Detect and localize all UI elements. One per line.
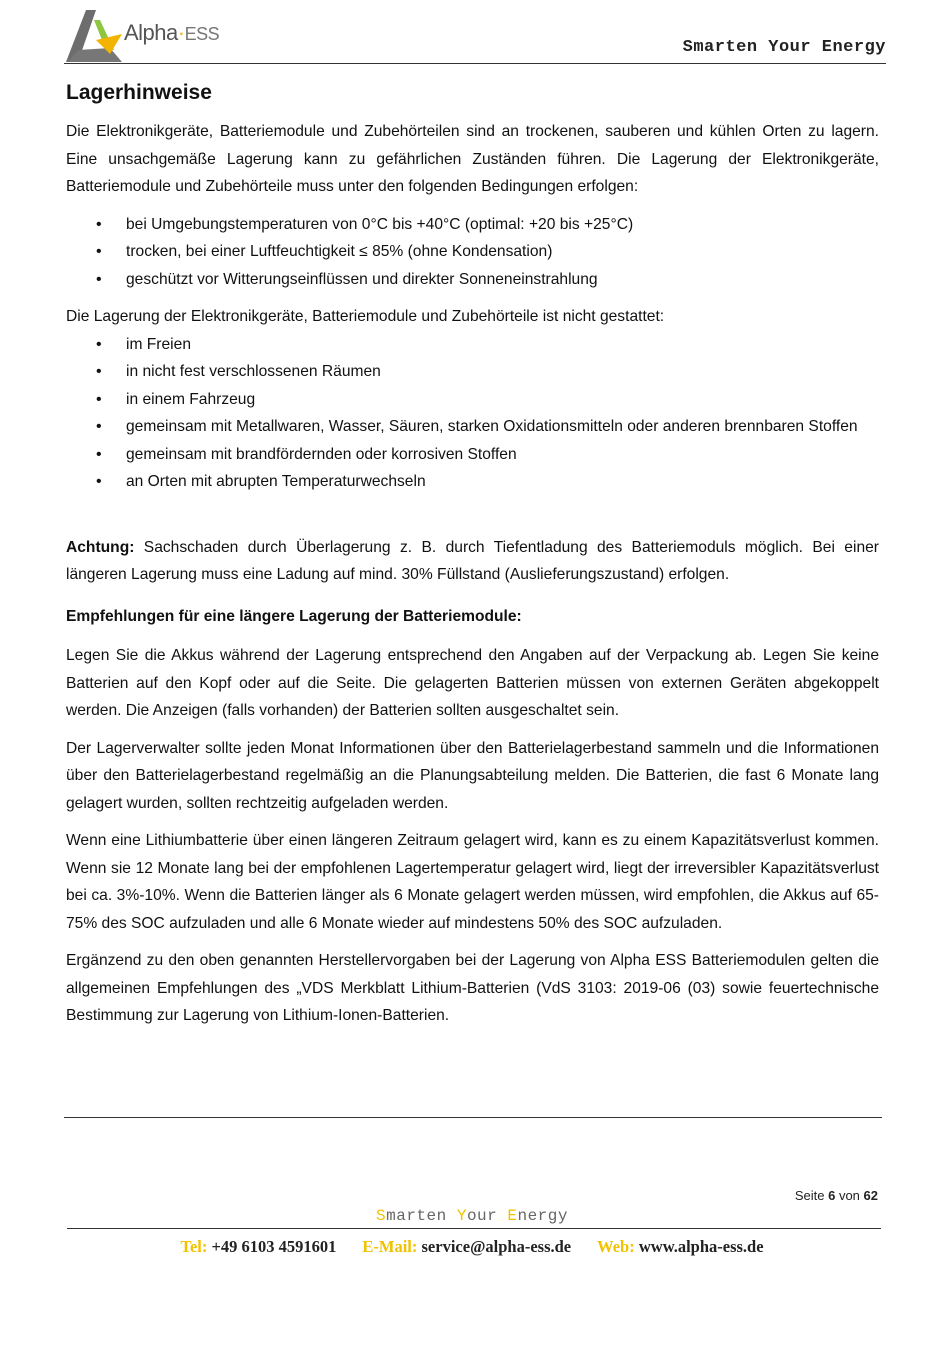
page-number: Seite 6 von 62 [794, 1188, 878, 1203]
header-divider [64, 63, 886, 64]
header-tagline: Smarten Your Energy [682, 38, 886, 57]
page-header [64, 8, 886, 64]
web-link[interactable]: www.alpha-ess.de [634, 1237, 764, 1256]
not-allowed-intro: Die Lagerung der Elektronikgeräte, Batteriemodule und Zubehörteile ist nicht gestattet: [66, 308, 665, 325]
paragraph: Ergänzend zu den oben genannten Herstellervorgaben bei der Lagerung von Alpha ESS Batteriemodulen gelten die allgemeinen Empfehlungen des „VDS Merkblatt Lithium-Batterien (VdS 3103: 2019-06 (03) sowie feuertechnische Bestimmung zur Lagerung von Lithium-Ionen-Batterien. [66, 952, 879, 1024]
paragraph: Legen Sie die Akkus während der Lagerung entsprechend den Angaben auf der Verpackung ab. Legen Sie keine Batterien auf den Kopf oder auf die Seite. Die gelagerten Batterien müssen von externen Geräten abgekoppelt werden. Die Anzeigen (falls vorhanden) der Batterien sollten ausgeschaltet sein. [66, 647, 879, 719]
alpha-ess-logo [64, 8, 224, 64]
footer-tagline: Smarten Your Energy [376, 1207, 568, 1225]
storage-conditions-list [66, 211, 879, 294]
list-item: • in einem Fahrzeug [96, 390, 256, 408]
list-item: • im Freien [96, 335, 191, 353]
content-bottom-divider [64, 1117, 882, 1118]
email-link[interactable]: service@alpha-ess.de [417, 1237, 572, 1256]
paragraph: Wenn eine Lithiumbatterie über einen längeren Zeitraum gelagert wird, kann es zu einem Kapazitätsverlust kommen. Wenn sie 12 Monate lang bei der empfohlenen Lagertemperatur gelagert wird, liegt der irreversibler Kapazitätsverlust bei ca. 3%-10%. Wenn die Batterien länger als 6 Monate gelagert werden müssen, wird empfohlen, die Akkus auf 65-75% des SOC aufzuladen und alle 6 Monate wieder auf mindestens 50% des SOC aufzuladen. [66, 832, 879, 932]
list-item: • geschützt vor Witterungseinflüssen und direkter Sonneneinstrahlung [96, 270, 598, 288]
tel-label: Tel: [180, 1237, 208, 1256]
footer-contact [0, 1237, 944, 1257]
paragraph: Der Lagerverwalter sollte jeden Monat Informationen über den Batterielagerbestand sammeln und die Informationen über den Batterielagerbestand regelmäßig an die Planungsabteilung melden. Die Batterien, die fast 6 Monate lang gelagert wurden, sollten rechtzeitig aufgeladen werden. [66, 739, 879, 812]
warning-paragraph [66, 534, 879, 589]
logo-mark-icon [66, 10, 124, 64]
not-allowed-list [66, 331, 879, 496]
page-title: Lagerhinweise [66, 81, 212, 104]
list-item: • gemeinsam mit brandfördernden oder korrosiven Stoffen [96, 445, 517, 463]
list-item: • bei Umgebungstemperaturen von 0°C bis +40°C (optimal: +20 bis +25°C) [96, 215, 634, 233]
web-label: Web: [597, 1237, 635, 1256]
list-item: • an Orten mit abrupten Temperaturwechseln [96, 473, 426, 490]
warning-label: Achtung: [66, 538, 135, 556]
warning-text: Sachschaden durch Überlagerung z. B. durch Tiefentladung des Batteriemoduls möglich. Bei einer längeren Lagerung muss eine Ladung auf mind. 30% Füllstand (Auslieferungszustand) erfolgen. [66, 538, 879, 583]
list-item: • trocken, bei einer Luftfeuchtigkeit ≤ 85% (ohne Kondensation) [96, 243, 553, 260]
list-item: • gemeinsam mit Metallwaren, Wasser, Säuren, starken Oxidationsmitteln oder anderen brennbaren Stoffen [96, 418, 858, 435]
tel-value: +49 6103 4591601 [207, 1237, 337, 1256]
intro-paragraph: Die Elektronikgeräte, Batteriemodule und Zubehörteilen sind an trockenen, sauberen und kühlen Orten zu lagern. Eine unsachgemäße Lagerung kann zu gefährlichen Zuständen führen. Die Lagerung der Elektronikgeräte, Batteriemodule und Zubehörteile muss unter den folgenden Bedingungen erfolgen: [66, 123, 879, 195]
recommendations-heading: Empfehlungen für eine längere Lagerung der Batteriemodule: [66, 607, 522, 625]
email-label: E-Mail: [362, 1237, 418, 1256]
logo-text: Alpha·ESS [124, 20, 220, 45]
footer-divider [67, 1228, 881, 1229]
list-item: • in nicht fest verschlossenen Räumen [96, 363, 381, 380]
main-content [66, 78, 879, 1040]
